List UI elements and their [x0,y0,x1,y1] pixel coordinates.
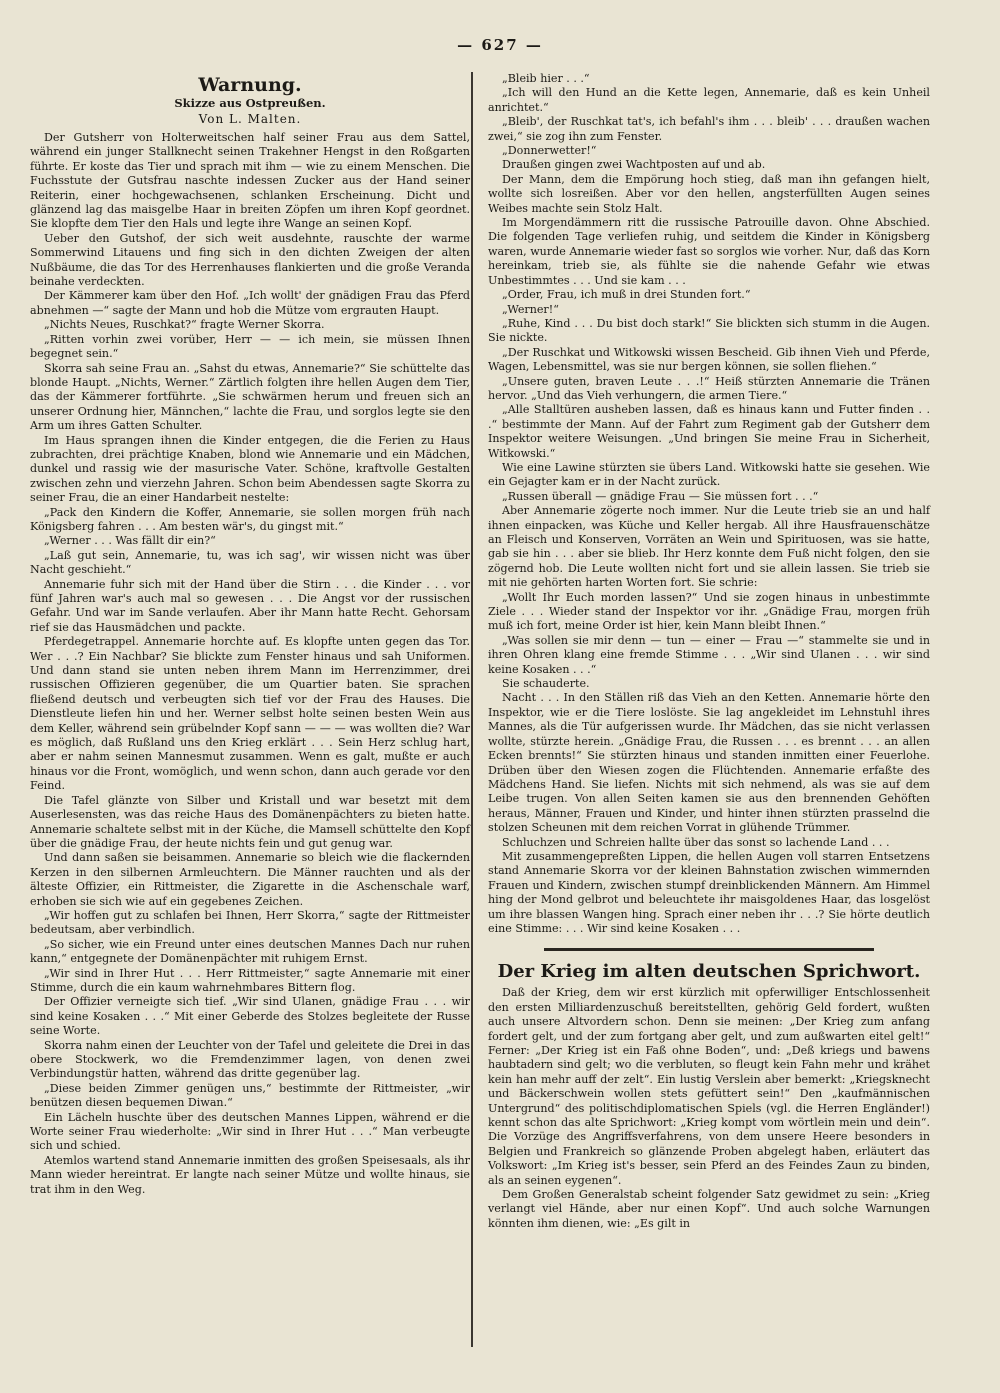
paragraph: „Unsere guten, braven Leute . . .!“ Heiß stürzten Annemarie die Tränen hervor. „Und das Vieh verhungern, die armen Tiere.“ [488,374,930,402]
paragraph: „Wollt Ihr Euch morden lassen?“ Und sie zogen hinaus in unbestimmte Ziele . . . Wieder stand der Inspektor vor ihr. „Gnädige Frau, morgen früh muß ich fort, meine Order ist hier, kein Mann bleibt Ihnen.“ [488,590,930,633]
left-column [30,72,470,1197]
paragraph: „Ruhe, Kind . . . Du bist doch stark!“ Sie blickten sich stumm in die Augen. Sie nickte. [488,316,930,345]
paragraph: „Bleib hier . . .“ [502,72,590,85]
left-article-body [30,131,470,1197]
column-divider [471,72,473,1347]
paragraph: Wie eine Lawine stürzten sie übers Land. Witkowski hatte sie gesehen. Wie ein Gejagter kam er in der Nacht zurück. [488,460,930,489]
paragraph: „Wir sind in Ihrer Hut . . . Herr Rittmeister,“ sagte Annemarie mit einer Stimme, durch die ein kaum wahrnehmbares Bittern flog. [30,966,470,994]
paragraph: Der Gutsherr von Holterweitschen half seiner Frau aus dem Sattel, während ein junger Stallknecht seinen Trakehner Hengst in den Roßgarten führte. Er koste das Tier und sprach mit ihm — wie zu einem Menschen. Die Fuchsstute der Gutsfrau naschte indessen Zucker aus der Hand seiner Reiterin, einer hochgewachsenen, schlanken Erscheinung. Dicht und glänzend lag das maisgelbe Haar in breiten Zöpfen um ihren Kopf geordnet. Sie klopfte dem Tier den Hals und legte ihre Wange an seinen Kopf. [30,131,470,231]
paragraph: Ein Lächeln huschte über des deutschen Mannes Lippen, während er die Worte seiner Frau wiederholte: „Wir sind in Ihrer Hut . . .“ Man verbeugte sich und schied. [30,1110,470,1153]
paragraph: „Russen überall — gnädige Frau — Sie müssen fort . . .“ [502,489,819,503]
paragraph: „Der Ruschkat und Witkowski wissen Bescheid. Gib ihnen Vieh und Pferde, Wagen, Lebensmittel, was sie nur bergen können, sie sollen fliehen.“ [488,345,930,374]
paragraph: „Werner!“ [502,302,559,316]
paragraph: Der Kämmerer kam über den Hof. „Ich wollt' der gnädigen Frau das Pferd abnehmen —“ sagte der Mann und hob die Mütze vom ergrauten Haupt. [30,289,470,317]
paragraph: Aber Annemarie zögerte noch immer. Nur die Leute trieb sie an und half ihnen einpacken, was Küche und Keller hergab. All ihre Hausfrauenschätze an Fleisch und Konserven, Vorräten an Wein und Spirituosen, was sie hatte, gab sie hin . . . aber sie blieb. Ihr Herz konnte dem Fuß nicht folgen, den sie zögernd hob. Die Leute wollten nicht fort und sie allein lassen. Sie trieb sie mit nie gehörten harten Worten fort. Sie schrie: [488,504,930,590]
paragraph: „So sicher, wie ein Freund unter eines deutschen Mannes Dach nur ruhen kann,“ entgegnete der Domänenpächter mit ruhigem Ernst. [30,937,470,966]
section-divider [544,948,874,951]
paragraph: Sie schauderte. [502,677,590,691]
paragraph: Schluchzen und Schreien hallte über das sonst so lachende Land . . . [502,835,890,849]
paragraph: Skorra nahm einen der Leuchter von der Tafel und geleitete die Drei in das obere Stockwerk, wo die Fremdenzimmer lagen, von denen zwei Verbindungstür hatten, während das dritte gegenüber lag. [30,1038,470,1081]
paragraph: „Werner . . . Was fällt dir ein?“ [44,534,216,548]
paragraph: „Pack den Kindern die Koffer, Annemarie, sie sollen morgen früh nach Königsberg fahren . . . Am besten wär's, du gingst mit.“ [30,505,470,533]
paragraph: Pferdegetrappel. Annemarie horchte auf. Es klopfte unten gegen das Tor. Wer . . .? Ein Nachbar? Sie blickte zum Fenster hinaus und sah Uniformen. Und dann stand sie unten neben ihrem Mann im Herrenzimmer, drei russischen Offizieren gegenüber, die um Quartier baten. Sie sprachen fließend deutsch und verbeugten sich tief vor der Frau des Hauses. Die Dienstleute liefen hin und her. Werner selbst holte seinen besten Wein aus dem Keller, während sein grübelnder Kopf sann — — — was wollten die? War es möglich, daß Rußland uns den Krieg erklärt . . . Sein Herz schlug hart, aber er nahm seinen Mannesmut zusammen. Wenn es galt, mußte er auch hinaus vor die Front, womöglich, und wenn schon, dann auch gerade vor den Feind. [30,635,470,793]
paragraph: „Ich will den Hund an die Kette legen, Annemarie, daß es kein Unheil anrichtet.“ [488,86,930,114]
paragraph: Atemlos wartend stand Annemarie inmitten des großen Speisesaals, als ihr Mann wieder hereintrat. Er langte nach seiner Mütze und wollte hinaus, sie trat ihm in den Weg. [30,1153,470,1196]
paragraph: „Bleib', der Ruschkat tat's, ich befahl's ihm . . . bleib' . . . draußen wachen zwei,“ sie zog ihn zum Fenster. [488,115,930,143]
page-number: — 627 — [457,36,543,54]
paragraph: Der Mann, dem die Empörung hoch stieg, daß man ihn gefangen hielt, wollte sich losreißen. Aber vor den hellen, angsterfüllten Augen seines Weibes machte sein Stolz Halt. [488,172,930,215]
right-article-body [488,72,930,936]
article-author: Von L. Malten. [198,112,302,126]
paragraph: Ueber den Gutshof, der sich weit ausdehnte, rauschte der warme Sommerwind Litauens und fing sich in den dichten Zweigen der alten Nußbäume, die das Tor des Herrenhauses flankierten und die große Veranda beinahe verdeckten. [30,231,470,289]
paragraph: „Order, Frau, ich muß in drei Stunden fort.“ [502,288,751,302]
paragraph: „Ritten vorhin zwei vorüber, Herr — — ich mein, sie müssen Ihnen begegnet sein.“ [30,332,470,361]
article-subtitle: Skizze aus Ostpreußen. [174,96,326,110]
paragraph: „Alle Stalltüren ausheben lassen, daß es hinaus kann und Futter finden . . .“ bestimmte der Mann. Auf der Fahrt zum Regiment gab der Gutsherr dem Inspektor weitere Weisungen. „Und bringen Sie meine Frau in Sicherheit, Witkowski.“ [488,403,930,460]
right-column [488,72,930,1231]
paragraph: Der Offizier verneigte sich tief. „Wir sind Ulanen, gnädige Frau . . . wir sind keine Kosaken . . .“ Mit einer Geberde des Stolzes begleitete der Russe seine Worte. [30,995,470,1038]
paragraph: Nacht . . . In den Ställen riß das Vieh an den Ketten. Annemarie hörte den Inspektor, wie er die Tiere loslöste. Sie lag angekleidet im Lehnstuhl ihres Mannes, als die Tür aufgerissen wurde. Ihr Mädchen, das sie nicht verlassen wollte, stürzte herein. „Gnädige Frau, die Russen . . . es brennt . . . an allen Ecken brennts!“ Sie stürzten hinaus und standen inmitten einer Feuerlohe. Drüben über den Wiesen zogen die Flüchtenden. Annemarie erfaßte des Mädchens Hand. Sie liefen. Nichts mit sich nehmend, als was sie auf dem Leibe trugen. Von allen Seiten kamen sie aus den brennenden Gehöften heraus, Männer, Frauen und Kinder, und hinter ihnen stürzten prasselnd die stolzen Scheunen mit dem reichen Vorrat in glühende Trümmer. [488,691,930,835]
paragraph: Und dann saßen sie beisammen. Annemarie so bleich wie die flackernden Kerzen in den silbernen Armleuchtern. Die Männer rauchten und als der älteste Offizier, ein Rittmeister, die Zigarette in die Aschenschale warf, erhoben sie sich wie auf ein gegebenes Zeichen. [30,851,470,908]
paragraph: Mit zusammengepreßten Lippen, die hellen Augen voll starren Entsetzens stand Annemarie Skorra vor der kleinen Bahnstation zwischen wimmernden Frauen und Kindern, zwischen stumpf dreinblickenden Männern. Am Himmel hing der Mond gelbrot und beleuchtete ihr maisgoldenes Haar, das losgelöst um ihre blassen Wangen hing. Sprach einer neben ihr . . .? Sie hörte deutlich eine Stimme: . . . Wir sind keine Kosaken . . . [488,849,930,935]
paragraph: „Diese beiden Zimmer genügen uns,“ bestimmte der Rittmeister, „wir benützen diesen bequemen Diwan.“ [30,1081,470,1110]
paragraph: „Donnerwetter!“ [502,144,597,158]
paragraph: Im Haus sprangen ihnen die Kinder entgegen, die die Ferien zu Haus zubrachten, drei prächtige Knaben, blond wie Annemarie und ein Mädchen, dunkel und rassig wie der masurische Vater. Schöne, kraftvolle Gestalten zwischen zehn und vierzehn Jahren. Schon beim Abendessen sagte Skorra zu seiner Frau, die an einer Handarbeit nestelte: [30,433,470,505]
second-article-body [488,986,930,1231]
article-title: Warnung. [198,74,302,96]
paragraph: Annemarie fuhr sich mit der Hand über die Stirn . . . die Kinder . . . vor fünf Jahren war's auch mal so gewesen . . . Die Angst vor der russischen Gefahr. Und war im Sande verlaufen. Aber ihr Mann hatte Recht. Gehorsam rief sie das Hausmädchen und packte. [30,577,470,634]
paragraph: „Wir hoffen gut zu schlafen bei Ihnen, Herr Skorra,“ sagte der Rittmeister bedeutsam, aber verbindlich. [30,908,470,937]
paragraph: Im Morgendämmern ritt die russische Patrouille davon. Ohne Abschied. Die folgenden Tage verliefen ruhig, und seitdem die Kinder in Königsberg waren, wurde Annemarie wieder fast so sorglos wie vorher. Nur, daß das Korn hereinkam, trieb sie, als fühlte sie die nahende Gefahr wie etwas Unbestimmtes . . . Und sie kam . . . [488,216,930,287]
paragraph: Dem Großen Generalstab scheint folgender Satz gewidmet zu sein: „Krieg verlangt viel Hände, aber nur einen Kopf“. Und auch solche Warnungen könnten ihm dienen, wie: „Es gilt in [488,1188,930,1230]
paragraph: Draußen gingen zwei Wachtposten auf und ab. [502,158,766,172]
paragraph: Die Tafel glänzte von Silber und Kristall und war besetzt mit dem Auserlesensten, was das reiche Haus des Domänenpächters zu bieten hatte. Annemarie schaltete selbst mit in der Küche, die Mamsell schüttelte den Kopf über die gnädige Frau, der heute nichts fein und gut genug war. [30,793,470,850]
paragraph: „Laß gut sein, Annemarie, tu, was ich sag', wir wissen nicht was über Nacht geschieht.“ [30,548,470,577]
paragraph: „Nichts Neues, Ruschkat?“ fragte Werner Skorra. [44,318,325,332]
paragraph: „Was sollen sie mir denn — tun — einer — Frau —“ stammelte sie und in ihren Ohren klang eine fremde Stimme . . . „Wir sind Ulanen . . . wir sind keine Kosaken . . .“ [488,633,930,676]
article-title: Der Krieg im alten deutschen Sprichwort. [497,961,921,983]
paragraph: Skorra sah seine Frau an. „Sahst du etwas, Annemarie?“ Sie schüttelte das blonde Haupt. „Nichts, Werner.“ Zärtlich folgten ihre hellen Augen dem Tier, das der Kämmerer fortführte. „Sie schwärmen herum und freuen sich an unserer Ordnung hier, Männchen,“ lachte die Frau, und sorglos legte sie den Arm um ihres Gatten Schulter. [30,361,470,433]
paragraph: Daß der Krieg, dem wir erst kürzlich mit opferwilliger Entschlossenheit den ersten Milliardenzuschuß bereitstellten, gehörig Geld fordert, wußten auch unsere Altvordern schon. Denn sie meinen: „Der Krieg zum anfang fordert gelt, und der zum fortgang aber gelt, und zum außwarten eitel gelt!“ Ferner: „Der Krieg ist ein Faß ohne Boden“, und: „Deß kriegs und bawens haubtadern sind gelt; wo die verbluten, so fleugt kein Fahn mehr und krähet kein han mehr auff der zelt“. Ein lustig Verslein aber bemerkt: „Kriegsknecht und Bäckerschwein wollen stets gefüttert sein!“ Den „kaufmännischen Untergrund“ des politischdiplomatischen Spiels (vgl. die Herren Engländer!) kennt schon das alte Sprichwort: „Krieg kompt vom wörtlein mein und dein“. Die Vorzüge des Angriffsverfahrens, von dem unsere Heere besonders in Belgien und Frankreich so glänzende Proben abgelegt haben, erläutert das Volkswort: „Im Krieg ist's besser, sein Pferd an des Feindes Zaun zu binden, als an seinen eygenen“. [488,986,930,1187]
